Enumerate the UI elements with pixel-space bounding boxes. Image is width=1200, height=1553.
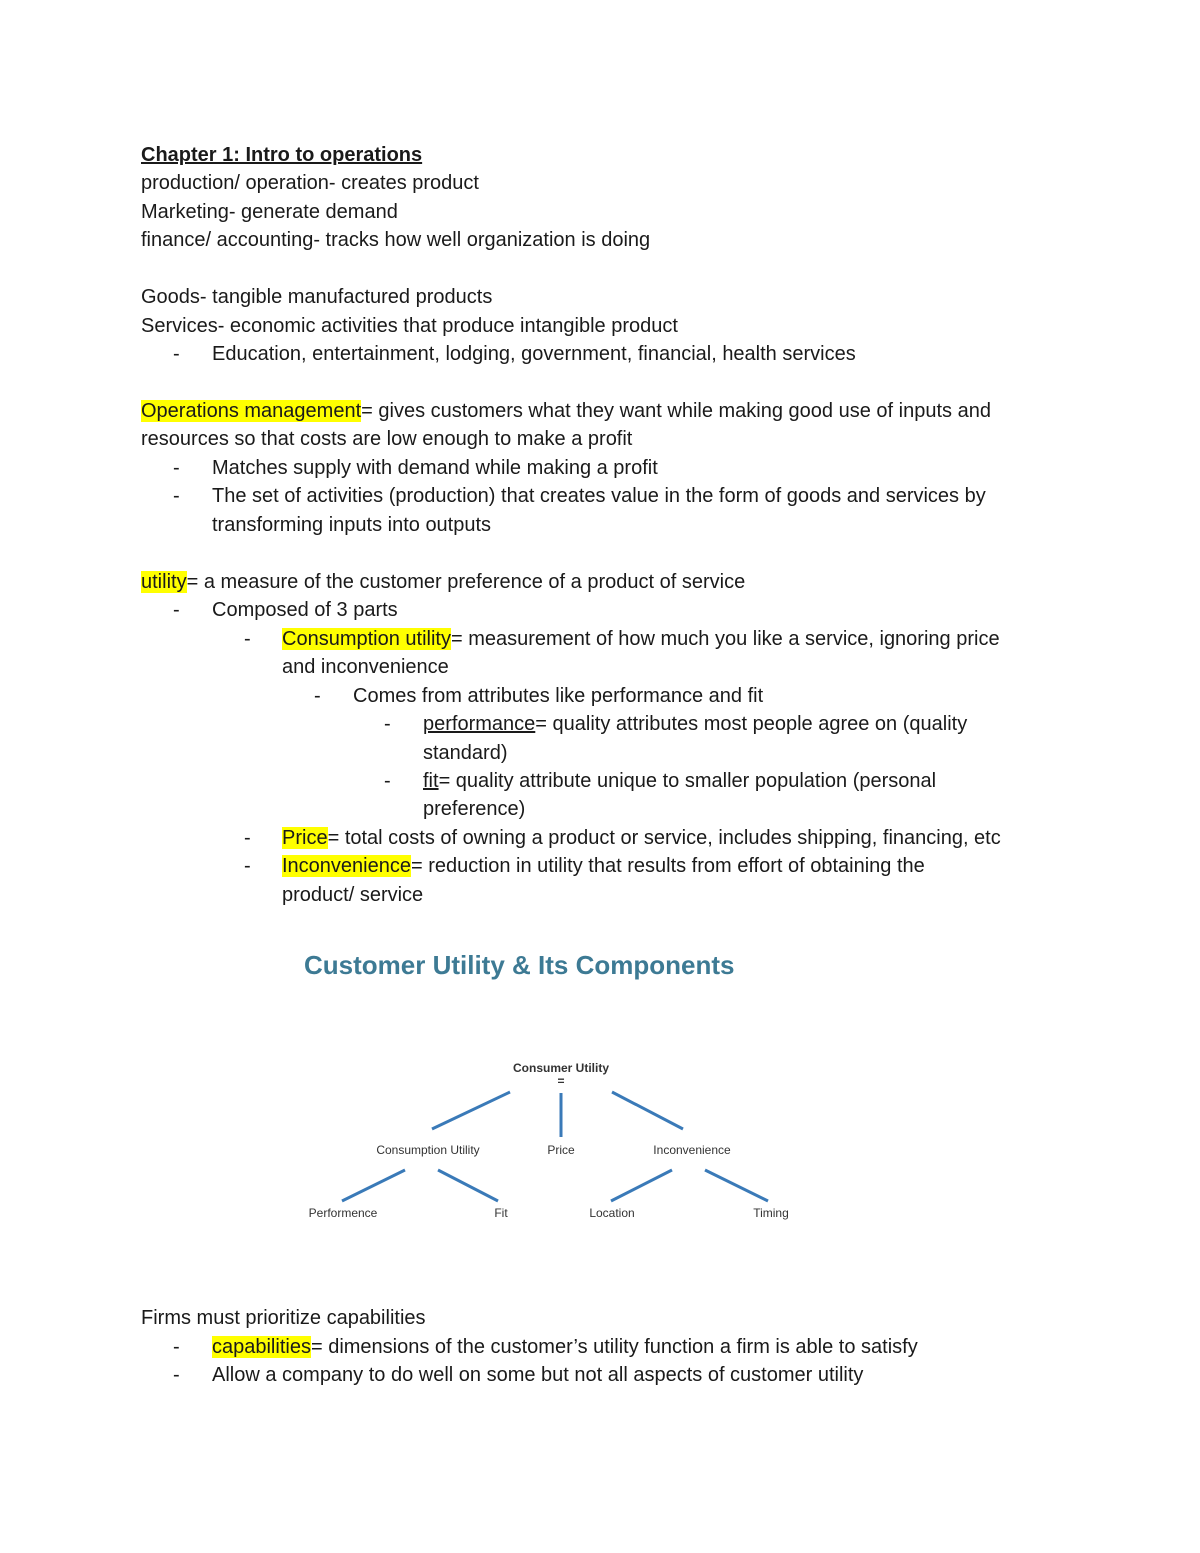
consumption-utility-def: = measurement of how much you like a service, ignoring price xyxy=(450,628,1000,650)
inconvenience-line xyxy=(282,852,925,880)
bullet-dash: - xyxy=(384,713,391,735)
consumption-utility-def-cont: and inconvenience xyxy=(282,656,449,678)
price-item xyxy=(141,824,1071,852)
edge-consumption-performance xyxy=(342,1170,405,1201)
node-location: Location xyxy=(589,1206,635,1220)
capabilities-term: capabilities xyxy=(212,1336,311,1358)
price-term: Price xyxy=(282,827,328,849)
edge-inconvenience-location xyxy=(611,1170,672,1201)
om-bullet-1 xyxy=(141,454,1041,482)
edge-root-consumption xyxy=(432,1092,510,1129)
attributes-text: Comes from attributes like performance and fit xyxy=(353,685,764,707)
om-bullet-2-text-cont: transforming inputs into outputs xyxy=(212,514,492,536)
om-bullet-2-text: The set of activities (production) that creates value in the form of goods and services by xyxy=(212,485,986,507)
services-examples-item xyxy=(141,340,1041,368)
node-timing: Timing xyxy=(753,1206,789,1220)
node-consumption-utility: Consumption Utility xyxy=(376,1143,480,1157)
bullet-dash: - xyxy=(173,599,180,621)
bullet-dash: - xyxy=(244,827,251,849)
fit-cont xyxy=(141,795,1041,823)
fit-item xyxy=(141,767,1041,795)
attributes-item xyxy=(141,682,1041,710)
goods-definition: Goods- tangible manufactured products xyxy=(141,286,493,308)
bullet-dash: - xyxy=(384,770,391,792)
performance-term: performance xyxy=(423,713,536,735)
inconvenience-def-cont: product/ service xyxy=(282,884,424,906)
node-consumer-utility: Consumer Utility xyxy=(512,1061,610,1075)
bullet-dash: - xyxy=(173,343,180,365)
intro-line-3: finance/ accounting- tracks how well organization is doing xyxy=(141,229,651,251)
om-definition-line-1 xyxy=(141,397,991,425)
performance-def: = quality attributes most people agree on (quality xyxy=(535,713,968,735)
bullet-dash: - xyxy=(173,485,180,507)
om-bullet-2-cont xyxy=(141,511,1041,539)
capabilities-line xyxy=(212,1333,918,1361)
price-def: = total costs of owning a product or service, includes shipping, financing, etc xyxy=(327,827,1001,849)
om-term: Operations management xyxy=(141,400,362,422)
node-price: Price xyxy=(547,1143,575,1157)
inconvenience-def: = reduction in utility that results from effort of obtaining the xyxy=(410,855,925,877)
bullet-dash: - xyxy=(244,855,251,877)
firms-lead: Firms must prioritize capabilities xyxy=(141,1307,426,1329)
utility-term: utility xyxy=(141,571,187,593)
allow-text: Allow a company to do well on some but not all aspects of customer utility xyxy=(212,1364,864,1386)
bullet-dash: - xyxy=(244,628,251,650)
consumption-utility-item xyxy=(141,625,1071,653)
inconvenience-item xyxy=(141,852,1041,880)
consumption-utility-term: Consumption utility xyxy=(282,628,451,650)
intro-line-1: production/ operation- creates product xyxy=(141,172,479,194)
price-line xyxy=(282,824,1001,852)
fit-def-cont: preference) xyxy=(423,798,526,820)
performance-item xyxy=(141,710,1041,738)
chapter-heading: Chapter 1: Intro to operations xyxy=(141,144,423,166)
om-bullet-1-text: Matches supply with demand while making a profit xyxy=(212,457,658,479)
capabilities-def: = dimensions of the customer’s utility function a firm is able to satisfy xyxy=(310,1336,918,1358)
utility-tree-diagram xyxy=(300,1055,820,1235)
bullet-dash: - xyxy=(173,1364,180,1386)
capabilities-item xyxy=(141,1333,1041,1361)
performance-line xyxy=(423,710,967,738)
node-fit: Fit xyxy=(494,1206,508,1220)
utility-def: = a measure of the customer preference of a product of service xyxy=(186,571,746,593)
consumption-utility-cont xyxy=(141,653,1041,681)
node-equals: = xyxy=(557,1074,565,1088)
om-def-1: = gives customers what they want while making good use of inputs and xyxy=(361,400,991,422)
performance-def-cont: standard) xyxy=(423,742,508,764)
utility-definition xyxy=(141,568,745,596)
consumption-utility-line xyxy=(282,625,1000,653)
utility-parts: Composed of 3 parts xyxy=(212,599,398,621)
bullet-dash: - xyxy=(173,457,180,479)
edge-root-inconvenience xyxy=(612,1092,683,1129)
bullet-dash: - xyxy=(314,685,321,707)
services-examples: Education, entertainment, lodging, government, financial, health services xyxy=(212,343,856,365)
allow-item xyxy=(141,1361,1041,1389)
intro-line-2: Marketing- generate demand xyxy=(141,201,398,223)
fit-def: = quality attribute unique to smaller population (personal xyxy=(438,770,937,792)
edge-consumption-fit xyxy=(438,1170,498,1201)
om-definition-line-2: resources so that costs are low enough to make a profit xyxy=(141,428,633,450)
performance-cont xyxy=(141,739,1041,767)
node-performance: Performence xyxy=(308,1206,378,1220)
services-definition: Services- economic activities that produce intangible product xyxy=(141,315,678,337)
bullet-dash: - xyxy=(173,1336,180,1358)
inconvenience-cont xyxy=(141,881,1041,909)
utility-parts-item xyxy=(141,596,1041,624)
edge-inconvenience-timing xyxy=(705,1170,768,1201)
node-inconvenience: Inconvenience xyxy=(653,1143,731,1157)
figure-title: Customer Utility & Its Components xyxy=(304,950,735,980)
fit-term: fit xyxy=(423,770,439,792)
inconvenience-term: Inconvenience xyxy=(282,855,411,877)
fit-line xyxy=(423,767,936,795)
om-bullet-2 xyxy=(141,482,1041,510)
